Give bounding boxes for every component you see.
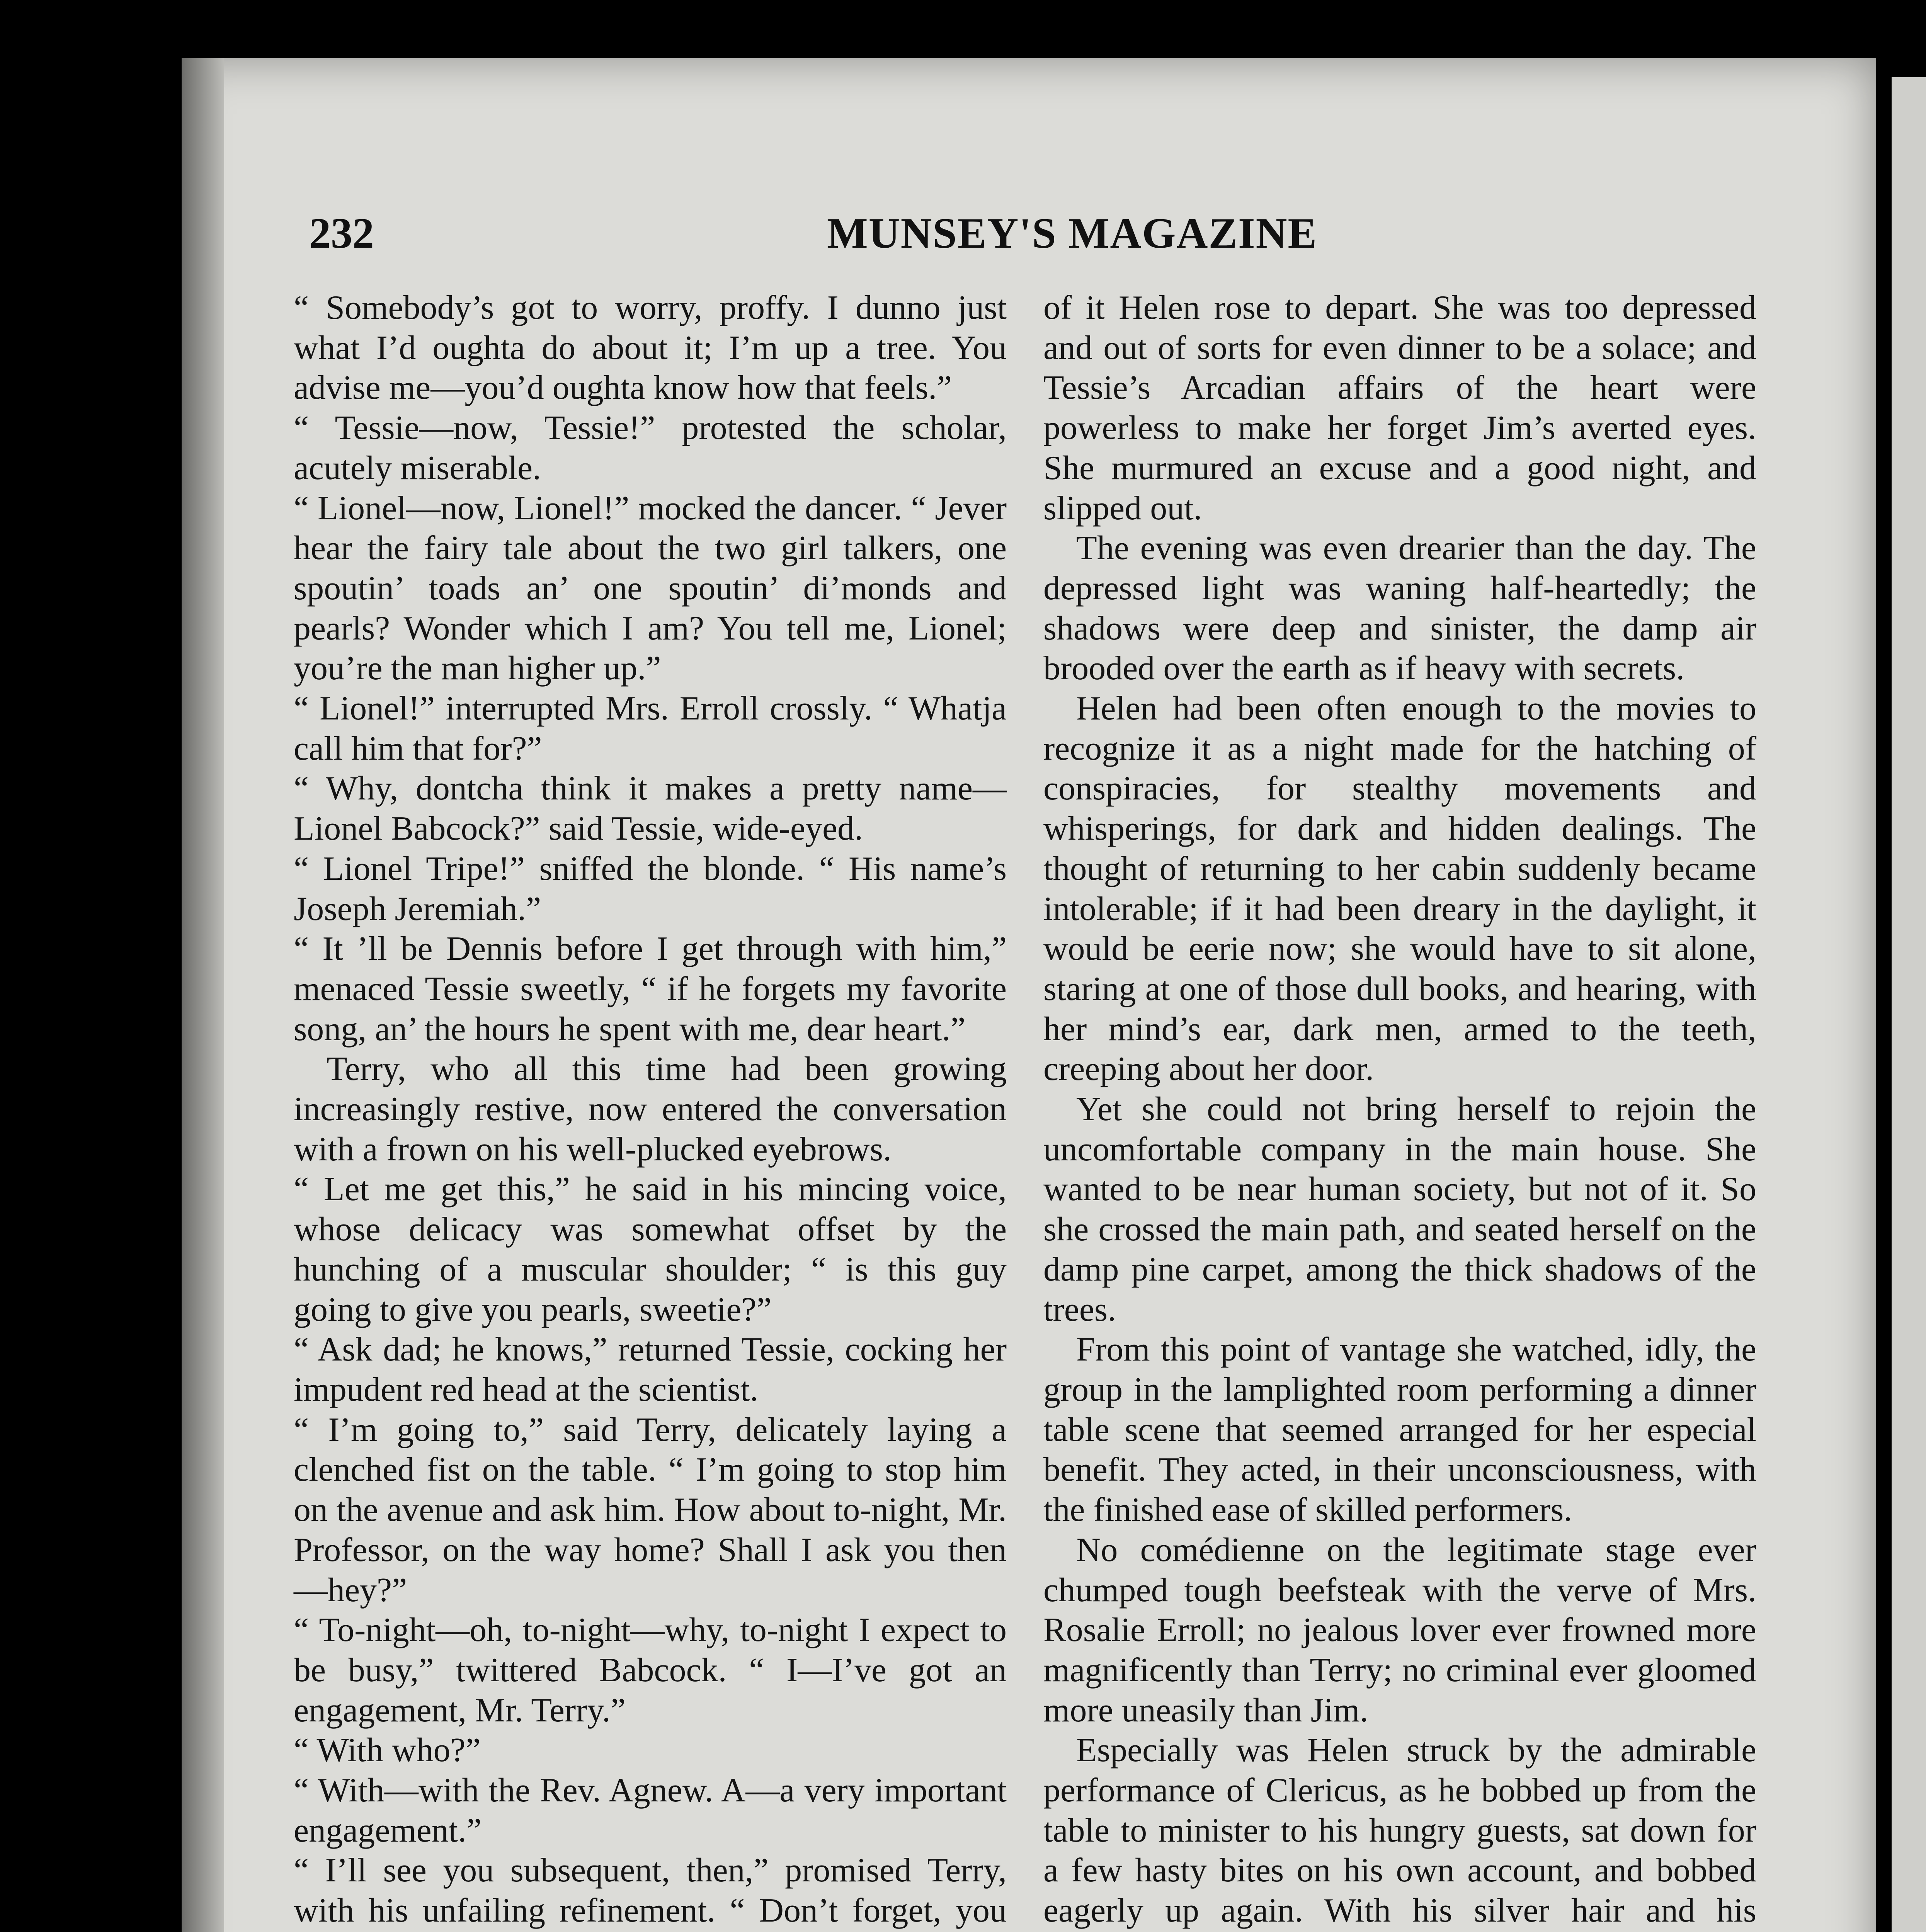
paragraph: “ Let me get this,” he said in his mincing voice, whose delicacy was somewhat offset by the hunching of a muscular shoulder; “ is this guy going to give you pearls, sweetie?”: [294, 1170, 1007, 1328]
paragraph: “ Lionel Tripe!” sniffed the blonde. “ His name’s Joseph Jeremiah.”: [294, 850, 1007, 928]
paragraph: of it Helen rose to depart. She was too depressed and out of sorts for even dinner to be a solace; and Tessie’s Arcadian affairs of the heart were powerless to make her forget Jim’s averted eyes. She murmured an excuse and a good night, and slipped out.: [1043, 289, 1756, 527]
paragraph: The evening was even drearier than the day. The depressed light was waning half-heartedly; the shadows were deep and sinister, the damp air brooded over the earth as if heavy with secrets.: [1043, 529, 1756, 687]
paragraph: “ With—with the Rev. Agnew. A—a very important engagement.”: [294, 1772, 1007, 1849]
paragraph: Yet she could not bring herself to rejoin the uncomfortable company in the main house. She wanted to be near human society, but not of it. So she crossed the main path, and seated herself on the damp pine carpet, among the thick shadows of the trees.: [1043, 1090, 1756, 1328]
paragraph: “ It ’ll be Dennis before I get through with him,” menaced Tessie sweetly, “ if he forgets my favorite song, an’ the hours he spent with me, dear heart.”: [294, 930, 1007, 1048]
page-number: 232: [309, 209, 374, 257]
paragraph: “ Lionel!” interrupted Mrs. Erroll crossly. “ Whatja call him that for?”: [294, 690, 1007, 767]
paragraph: Terry, who all this time had been growing increasingly restive, now entered the conversation with a frown on his well-plucked eyebrows.: [294, 1050, 1007, 1168]
left-text-column: [294, 288, 1007, 1932]
paragraph: “ Somebody’s got to worry, proffy. I dunno just what I’d oughta do about it; I’m up a tree. You advise me—you’d oughta know how that feels.”: [294, 289, 1007, 407]
paragraph: “ Tessie—now, Tessie!” protested the scholar, acutely miserable.: [294, 409, 1007, 487]
paragraph: No comédienne on the legitimate stage ever chumped tough beefsteak with the verve of Mrs. Rosalie Erroll; no jealous lover ever frowned more magnificently than Terry; no criminal ever gloomed more uneasily than Jim.: [1043, 1531, 1756, 1729]
page-header: [309, 209, 1778, 259]
paragraph: “ Why, dontcha think it makes a pretty name—Lionel Babcock?” said Tessie, wide-eyed.: [294, 770, 1007, 848]
paragraph: From this point of vantage she watched, idly, the group in the lamplighted room performing a dinner table scene that seemed arranged for her especial benefit. They acted, in their unconsciousness, with the finished ease of skilled performers.: [1043, 1331, 1756, 1529]
paragraph: Helen had been often enough to the movies to recognize it as a night made for the hatching of conspiracies, for stealthy movements and whisperings, for dark and hidden dealings. The thought of returning to her cabin suddenly became intolerable; if it had been dreary in the daylight, it would be eerie now; she would have to sit alone, staring at one of those dull books, and hearing, with her mind’s ear, dark men, armed to the teeth, creeping about her door.: [1043, 690, 1756, 1088]
running-head-title: MUNSEY'S MAGAZINE: [827, 209, 1318, 257]
adjacent-page-edge: [1892, 77, 1926, 1932]
paragraph: “ To-night—oh, to-night—why, to-night I expect to be busy,” twittered Babcock. “ I—I’ve got an engagement, Mr. Terry.”: [294, 1611, 1007, 1729]
paragraph: “ Ask dad; he knows,” returned Tessie, cocking her impudent red head at the scientist.: [294, 1331, 1007, 1408]
paragraph: “ I’ll see you subsequent, then,” promised Terry, with his unfailing refinement. “ Don’t forget, you: [294, 1852, 1007, 1930]
paragraph: Especially was Helen struck by the admirable performance of Clericus, as he bobbed up from the table to minister to his hungry guests, sat down for a few hasty bites on his own account, and bobbed eagerly up again. With his silver hair and his: [1043, 1731, 1756, 1930]
right-text-column: [1043, 288, 1756, 1932]
paragraph: “ With who?”: [294, 1731, 481, 1769]
paragraph: “ Lionel—now, Lionel!” mocked the dancer. “ Jever hear the fairy tale about the two girl talkers, one spoutin’ toads an’ one spoutin’ di’monds and pearls? Wonder which I am? You tell me, Lionel; you’re the man higher up.”: [294, 489, 1007, 687]
paragraph: “ I’m going to,” said Terry, delicately laying a clenched fist on the table. “ I’m going to stop him on the avenue and ask him. How about to-night, Mr. Professor, on the way home? Shall I ask you then —hey?”: [294, 1411, 1007, 1609]
page-gutter-shadow: [182, 58, 224, 1932]
